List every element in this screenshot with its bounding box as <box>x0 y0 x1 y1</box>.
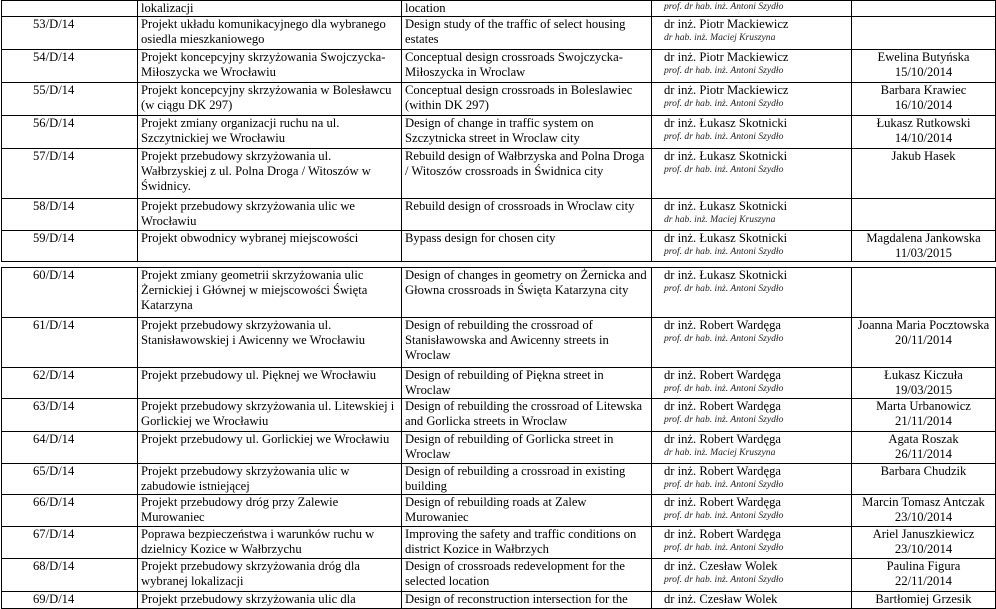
thesis-title-english: Design of rebuilding the crossroad of Litewska and Gorlicka streets in Wroclaw <box>405 399 643 428</box>
thesis-number: 62/D/14 <box>33 368 75 382</box>
thesis-table-top <box>1 0 996 262</box>
thesis-title-english: Design of rebuilding the crossroad of Stanisławowska and Awicenny streets in Wroclaw <box>405 318 609 362</box>
supervisor-name: dr inż. Łukasz Skotnicki <box>664 116 788 130</box>
thesis-title-polish: Poprawa bezpieczeństwa i warunków ruchu w dzielnicy Kozice w Wałbrzychu <box>141 527 375 556</box>
thesis-number: 58/D/14 <box>33 199 75 213</box>
thesis-row <box>2 495 996 527</box>
supervisor-name: dr inż. Piotr Mackiewicz <box>664 17 789 31</box>
thesis-number: 67/D/14 <box>33 527 75 541</box>
thesis-title-english: Design of rebuilding roads at Zalew Murowaniec <box>405 495 587 524</box>
reviewer-name: prof. dr hab. inż. Antoni Szydło <box>664 383 784 394</box>
thesis-title-polish: Projekt przebudowy ul. Pięknej we Wrocławiu <box>141 368 376 382</box>
student-name: Jakub Hasek <box>891 149 956 163</box>
assignment-date: 15/10/2014 <box>894 65 953 79</box>
thesis-table-top-body <box>2 1 996 262</box>
thesis-row <box>2 368 996 399</box>
thesis-title-polish: Projekt koncepcyjny skrzyżowania w Bolesławcu (w ciągu DK 297) <box>141 83 392 112</box>
thesis-row <box>2 592 996 609</box>
thesis-row <box>2 527 996 559</box>
thesis-title-polish: Projekt przebudowy skrzyżowania ulic w zabudowie istniejącej <box>141 464 350 493</box>
student-name: Marta Urbanowicz <box>876 399 971 413</box>
thesis-title-polish: Projekt przebudowy ul. Gorlickiej we Wrocławiu <box>141 432 390 446</box>
thesis-row <box>2 318 996 368</box>
thesis-number: 56/D/14 <box>33 116 75 130</box>
reviewer-name: prof. dr hab. inż. Antoni Szydło <box>664 1 784 12</box>
supervisor-name: dr inż. Robert Wardęga <box>664 368 781 382</box>
thesis-title-english: Design of crossroads redevelopment for the selected location <box>405 559 625 588</box>
reviewer-name: prof. dr hab. inż. Antoni Szydło <box>664 164 784 175</box>
thesis-number: 66/D/14 <box>33 495 75 509</box>
thesis-title-polish: Projekt przebudowy skrzyżowania ulic we Wrocławiu <box>141 199 356 228</box>
thesis-title-english: Improving the safety and traffic conditions on district Kozice in Wałbrzych <box>405 527 637 556</box>
thesis-row <box>2 149 996 199</box>
thesis-row <box>2 399 996 432</box>
reviewer-name: prof. dr hab. inż. Antoni Szydło <box>664 131 784 142</box>
thesis-row <box>2 116 996 149</box>
thesis-title-english: Design of rebuilding of Gorlicka street in Wroclaw <box>405 432 614 461</box>
student-name: Bartłomiej Grzesik <box>875 592 972 606</box>
student-name: Barbara Chudzik <box>880 464 967 478</box>
thesis-row <box>2 199 996 231</box>
reviewer-name: dr hab. inż. Maciej Kruszyna <box>664 214 776 225</box>
reviewer-name: prof. dr hab. inż. Antoni Szydło <box>664 283 784 294</box>
assignment-date: 14/10/2014 <box>894 131 953 145</box>
thesis-title-english: Design of changes in geometry on Żernicka and Głowna crossroads in Święta Katarzyna city <box>405 268 647 297</box>
thesis-title-english: Bypass design for chosen city <box>405 231 556 245</box>
supervisor-name: dr inż. Robert Wardęga <box>664 399 781 413</box>
thesis-title-polish: Projekt zmiany geometrii skrzyżowania ulic Żernickiej i Głównej w miejscowości Święta Katarzyna <box>141 268 368 312</box>
thesis-title-english: Rebuild design of Wałbrzyska and Polna Droga / Witoszów crossroads in Świdnica city <box>405 149 645 178</box>
thesis-number: 69/D/14 <box>33 592 75 606</box>
supervisor-name: dr inż. Piotr Mackiewicz <box>664 50 789 64</box>
assignment-date: 22/11/2014 <box>895 574 952 588</box>
thesis-row <box>2 50 996 83</box>
reviewer-name: prof. dr hab. inż. Antoni Szydło <box>664 333 784 344</box>
reviewer-name: prof. dr hab. inż. Antoni Szydło <box>664 65 784 76</box>
reviewer-name: prof. dr hab. inż. Antoni Szydło <box>664 510 784 521</box>
thesis-row <box>2 1 996 17</box>
thesis-title-polish: Projekt zmiany organizacji ruchu na ul. Szczytnickiej we Wrocławiu <box>141 116 340 145</box>
thesis-title-english: Rebuild design of crossroads in Wroclaw city <box>405 199 635 213</box>
thesis-number: 53/D/14 <box>33 17 75 31</box>
thesis-number: 60/D/14 <box>33 268 75 282</box>
thesis-table-bottom <box>1 267 996 609</box>
assignment-date: 11/03/2015 <box>895 246 952 260</box>
supervisor-name: dr inż. Piotr Mackiewicz <box>664 83 789 97</box>
supervisor-name: dr inż. Łukasz Skotnicki <box>664 199 788 213</box>
thesis-number: 54/D/14 <box>33 50 75 64</box>
reviewer-name: dr hab. inż. Maciej Kruszyna <box>664 447 776 458</box>
thesis-number: 63/D/14 <box>33 399 75 413</box>
supervisor-name: dr inż. Robert Wardęga <box>664 527 781 541</box>
assignment-date: 21/11/2014 <box>895 414 952 428</box>
reviewer-name: prof. dr hab. inż. Antoni Szydło <box>664 98 784 109</box>
thesis-title-english: Design of rebuilding of Piękna street in Wroclaw <box>405 368 604 397</box>
student-name: Ariel Januszkiewicz <box>872 527 975 541</box>
supervisor-name: dr inż. Łukasz Skotnicki <box>664 149 788 163</box>
reviewer-name: dr hab. inż. Maciej Kruszyna <box>664 32 776 43</box>
supervisor-name: dr inż. Robert Wardęga <box>664 464 781 478</box>
thesis-title-english: location <box>405 1 446 15</box>
supervisor-name: dr inż. Robert Wardęga <box>664 432 781 446</box>
thesis-title-english: Design study of the traffic of select housing estates <box>405 17 626 46</box>
thesis-title-polish: Projekt układu komunikacyjnego dla wybranego osiedla mieszkaniowego <box>141 17 386 46</box>
student-name: Agata Roszak <box>888 432 959 446</box>
supervisor-name: dr inż. Czesław Wolek <box>664 592 778 606</box>
thesis-title-english: Conceptual design crossroads in Boleslawiec (within DK 297) <box>405 83 633 112</box>
reviewer-name: prof. dr hab. inż. Antoni Szydło <box>664 414 784 425</box>
assignment-date: 16/10/2014 <box>894 98 953 112</box>
thesis-number: 64/D/14 <box>33 432 75 446</box>
assignment-date: 23/10/2014 <box>894 510 953 524</box>
student-name: Ewelina Butyńska <box>877 50 970 64</box>
thesis-row <box>2 432 996 464</box>
student-name: Magdalena Jankowska <box>866 231 981 245</box>
thesis-title-polish: Projekt przebudowy skrzyżowania ul. Litewskiej i Gorlickiej we Wrocławiu <box>141 399 395 428</box>
supervisor-name: dr inż. Robert Wardęga <box>664 318 781 332</box>
thesis-title-english: Conceptual design crossroads Swojczycka-Miłoszycka in Wroclaw <box>405 50 623 79</box>
thesis-title-polish: Projekt koncepcyjny skrzyżowania Swojczycka-Miłoszycka we Wrocławiu <box>141 50 386 79</box>
thesis-title-polish: Projekt przebudowy skrzyżowania dróg dla wybranej lokalizacji <box>141 559 360 588</box>
thesis-number: 61/D/14 <box>33 318 75 332</box>
thesis-row <box>2 464 996 495</box>
assignment-date: 20/11/2014 <box>895 333 952 347</box>
thesis-number: 59/D/14 <box>33 231 75 245</box>
student-name: Łukasz Rutkowski <box>876 116 971 130</box>
supervisor-name: dr inż. Łukasz Skotnicki <box>664 268 788 282</box>
reviewer-name: prof. dr hab. inż. Antoni Szydło <box>664 246 784 257</box>
thesis-title-polish: lokalizacji <box>141 1 194 15</box>
reviewer-name: prof. dr hab. inż. Antoni Szydło <box>664 542 784 553</box>
supervisor-name: dr inż. Czesław Wolek <box>664 559 778 573</box>
thesis-title-polish: Projekt przebudowy skrzyżowania ulic dla <box>141 592 356 606</box>
thesis-row <box>2 83 996 116</box>
thesis-number: 57/D/14 <box>33 149 75 163</box>
student-name: Marcin Tomasz Antczak <box>862 495 985 509</box>
thesis-title-polish: Projekt przebudowy dróg przy Zalewie Murowaniec <box>141 495 339 524</box>
thesis-title-english: Design of reconstruction intersection for the <box>405 592 628 606</box>
student-name: Joanna Maria Pocztowska <box>857 318 990 332</box>
reviewer-name: prof. dr hab. inż. Antoni Szydło <box>664 479 784 490</box>
thesis-row <box>2 268 996 318</box>
reviewer-name: prof. dr hab. inż. Antoni Szydło <box>664 574 784 585</box>
assignment-date: 23/10/2014 <box>894 542 953 556</box>
student-name: Łukasz Kiczuła <box>884 368 963 382</box>
thesis-table-bottom-body <box>2 268 996 609</box>
thesis-row <box>2 559 996 592</box>
thesis-number: 65/D/14 <box>33 464 75 478</box>
assignment-date: 19/03/2015 <box>894 383 953 397</box>
thesis-title-polish: Projekt przebudowy skrzyżowania ul. Stanisławowskiej i Awicenny we Wrocławiu <box>141 318 366 347</box>
thesis-title-polish: Projekt przebudowy skrzyżowania ul. Wałbrzyskiej z ul. Polna Droga / Witoszów w Świdnicy. <box>141 149 371 193</box>
supervisor-name: dr inż. Robert Wardęga <box>664 495 781 509</box>
supervisor-name: dr inż. Łukasz Skotnicki <box>664 231 788 245</box>
assignment-date: 26/11/2014 <box>895 447 952 461</box>
thesis-row <box>2 231 996 262</box>
thesis-number: 55/D/14 <box>33 83 75 97</box>
thesis-number: 68/D/14 <box>33 559 75 573</box>
thesis-title-polish: Projekt obwodnicy wybranej miejscowości <box>141 231 359 245</box>
thesis-title-english: Design of rebuilding a crossroad in existing building <box>405 464 626 493</box>
thesis-title-english: Design of change in traffic system on Szczytnicka street in Wroclaw city <box>405 116 594 145</box>
thesis-row <box>2 17 996 50</box>
student-name: Paulina Figura <box>886 559 961 573</box>
student-name: Barbara Krawiec <box>880 83 967 97</box>
